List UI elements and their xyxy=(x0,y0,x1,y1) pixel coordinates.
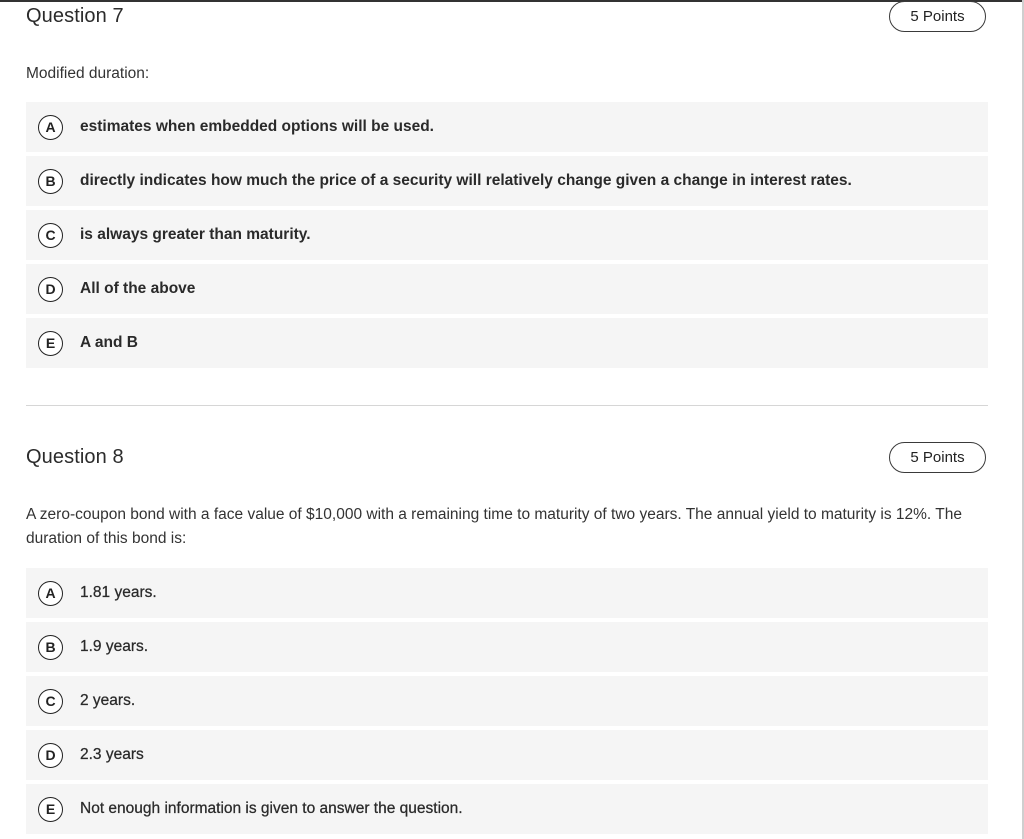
question-8-prompt: A zero-coupon bond with a face value of $10,000 with a remaining time to maturity of two years. The annual yield to maturity is 12%. The duration of this bond is: xyxy=(26,506,962,547)
option-letter-a: A xyxy=(38,581,63,606)
question-7-option-d[interactable] xyxy=(26,264,988,314)
question-divider xyxy=(26,405,988,406)
question-7-prompt: Modified duration: xyxy=(26,65,150,82)
option-letter-e: E xyxy=(38,331,63,356)
option-text: 1.9 years. xyxy=(80,638,149,655)
option-text: 2 years. xyxy=(80,692,136,709)
question-8-title: Question 8 xyxy=(26,446,124,468)
option-letter-c: C xyxy=(38,223,63,248)
question-7-option-a[interactable] xyxy=(26,102,988,152)
question-7-title: Question 7 xyxy=(26,5,124,27)
question-8-option-a[interactable] xyxy=(26,568,988,618)
question-8-option-d[interactable] xyxy=(26,730,988,780)
option-letter-a: A xyxy=(38,115,63,140)
option-text: estimates when embedded options will be used. xyxy=(80,118,434,135)
option-text: Not enough information is given to answer the question. xyxy=(80,800,463,817)
option-letter-e: E xyxy=(38,797,63,822)
option-text: is always greater than maturity. xyxy=(80,226,311,243)
option-letter-d: D xyxy=(38,743,63,768)
question-7-option-c[interactable] xyxy=(26,210,988,260)
question-8-option-b[interactable] xyxy=(26,622,988,672)
option-letter-b: B xyxy=(38,635,63,660)
option-text: directly indicates how much the price of a security will relatively change given a change in interest rates. xyxy=(80,172,852,189)
option-text: 2.3 years xyxy=(80,746,144,763)
question-8-option-c[interactable] xyxy=(26,676,988,726)
question-8-points-badge: 5 Points xyxy=(889,442,986,473)
question-7-option-e[interactable] xyxy=(26,318,988,368)
question-7-options xyxy=(26,102,988,372)
top-border xyxy=(0,0,1024,2)
question-7-points-badge: 5 Points xyxy=(889,1,986,32)
option-letter-c: C xyxy=(38,689,63,714)
question-7-option-b[interactable] xyxy=(26,156,988,206)
option-text: A and B xyxy=(80,334,138,351)
option-letter-d: D xyxy=(38,277,63,302)
question-8-options xyxy=(26,568,988,838)
option-text: All of the above xyxy=(80,280,196,297)
question-8-option-e[interactable] xyxy=(26,784,988,834)
option-text: 1.81 years. xyxy=(80,584,157,601)
option-letter-b: B xyxy=(38,169,63,194)
